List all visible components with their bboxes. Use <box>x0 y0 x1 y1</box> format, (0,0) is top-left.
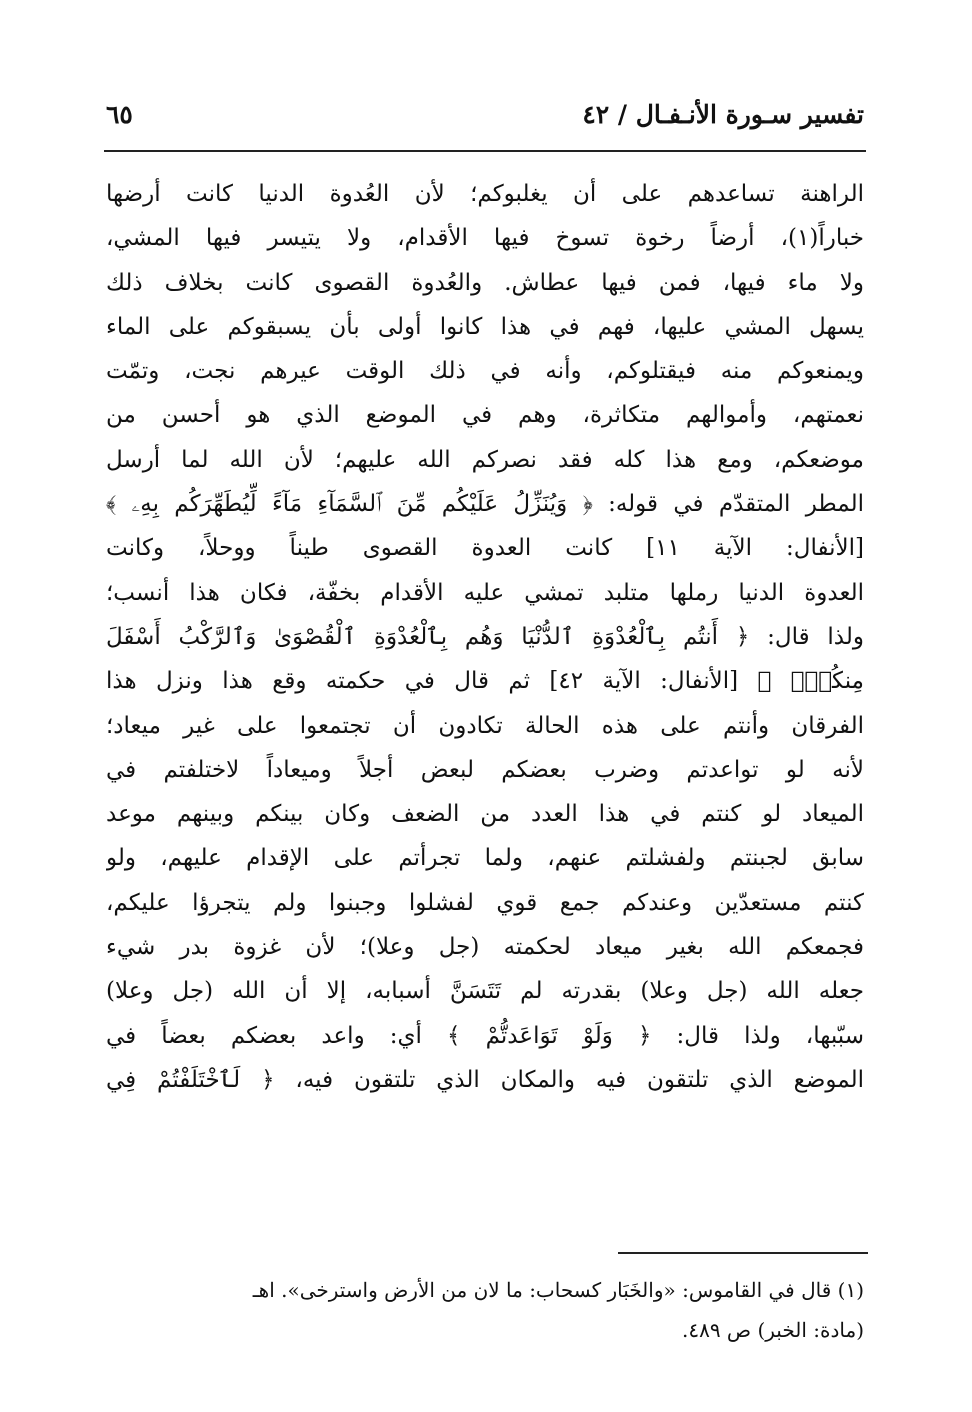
text-line: سابق لجبنتم ولفشلتم عنهم، ولما تجرأتم على الإقدام عليهم، ولو <box>106 845 864 872</box>
main-text <box>106 172 864 1102</box>
text-line: جعله الله (جل وعلا) بقدرته لم تَتَسَنَّ أسبابه، إلا أن الله (جل وعلا) <box>106 978 864 1005</box>
text-line: الموضع الذي تلتقون فيه والمكان الذي تلتقون فيه، ﴿ لَٱخْتَلَفْتُمْ فِي <box>106 1066 864 1093</box>
text-line: كنتم مستعدّين وعندكم جمع قوي لفشلوا وجبنوا ولم يتجرؤا عليكم، <box>106 889 864 916</box>
header-divider <box>104 150 866 152</box>
text-line: نعمتهم، وأموالهم متكاثرة، وهم في الموضع الذي هو أحسن من <box>106 402 864 429</box>
text-line: ولذا قال: ﴿ أَنتُم بِٱلْعُدْوَةِ ٱلدُّنْيَا وَهُم بِٱلْعُدْوَةِ ٱلْقُصْوَىٰ وَٱلرَّكْبُ أَسْفَلَ <box>106 623 864 650</box>
text-line: يسهل المشي عليها، فهم في هذا كانوا أولى بأن يسبقوكم على الماء <box>106 313 864 340</box>
text-line: موضعكم، ومع هذا كله فقد نصركم الله عليهم؛ لأن الله لما أرسل <box>106 446 864 473</box>
text-line: لأنه لو تواعدتم وضرب بعضكم لبعض أجلاً وميعاداً لاختلفتم في <box>106 756 864 783</box>
text-line: خباراً(١)، أرضاً رخوة تسوخ فيها الأقدام، ولا يتيسر فيها المشي، <box>106 225 864 252</box>
text-line: المطر المتقدّم في قوله: ﴿ وَيُنَزِّلُ عَلَيْكُم مِّنَ ٱلسَّمَآءِ مَآءً لِّيُطَهِّرَكُم بِهِۦ ﴾ <box>106 491 864 518</box>
text-line: سبّبها، ولذا قال: ﴿ وَلَوْ تَوَاعَدتُّمْ ﴾ أي: واعد بعضكم بعضاً في <box>106 1022 864 1049</box>
footnotes <box>106 1270 864 1350</box>
running-header <box>106 100 864 140</box>
text-line: [الأنفال: الآية ١١] كانت العدوة القصوى طيناً ووحلاً، وكانت <box>106 535 864 562</box>
footnote-divider <box>618 1252 868 1254</box>
text-line: الميعاد لو كنتم في هذا العدد من الضعف وكان بينكم وبينهم موعد <box>106 801 864 828</box>
header-title: تفسير سـورة الأنـفـال / ٤٢ <box>582 100 864 129</box>
text-line: فجمعكم الله بغير ميعاد لحكمته (جل وعلا)؛ لأن غزوة بدر شيء <box>106 934 864 961</box>
footnote-line: (١) قال في القاموس: «والخَبَار كسحاب: ما لان من الأرض واسترخى». اهـ <box>252 1278 864 1302</box>
text-line: ويمنعوكم منه فيقتلوكم، وأنه في ذلك الوقت عيرهم نجت، وتمّت <box>106 358 864 385</box>
page-number: ٦٥ <box>106 100 133 129</box>
footnote-line: (مادة: الخبر) ص ٤٨٩. <box>681 1318 864 1342</box>
text-line: الراهنة تساعدهم على أن يغلبوكم؛ لأن العُدوة الدنيا كانت أرضها <box>106 181 864 207</box>
text-line: الفرقان وأنتم على هذه الحالة تكادون أن تجتمعوا على غير ميعاد؛ <box>106 712 864 739</box>
text-line: العدوة الدنيا رملها متلبد تمشي عليه الأقدام بخفّة، فكان هذا أنسب؛ <box>106 579 864 606</box>
text-line: مِنكُمْۚ ﴾ [الأنفال: الآية ٤٢] ثم قال في حكمته وقع هذا ونزل هذا <box>106 668 864 695</box>
text-line: ولا ماء فيها، فمن فيها عطاش. والعُدوة القصوى كانت بخلاف ذلك <box>106 269 864 296</box>
